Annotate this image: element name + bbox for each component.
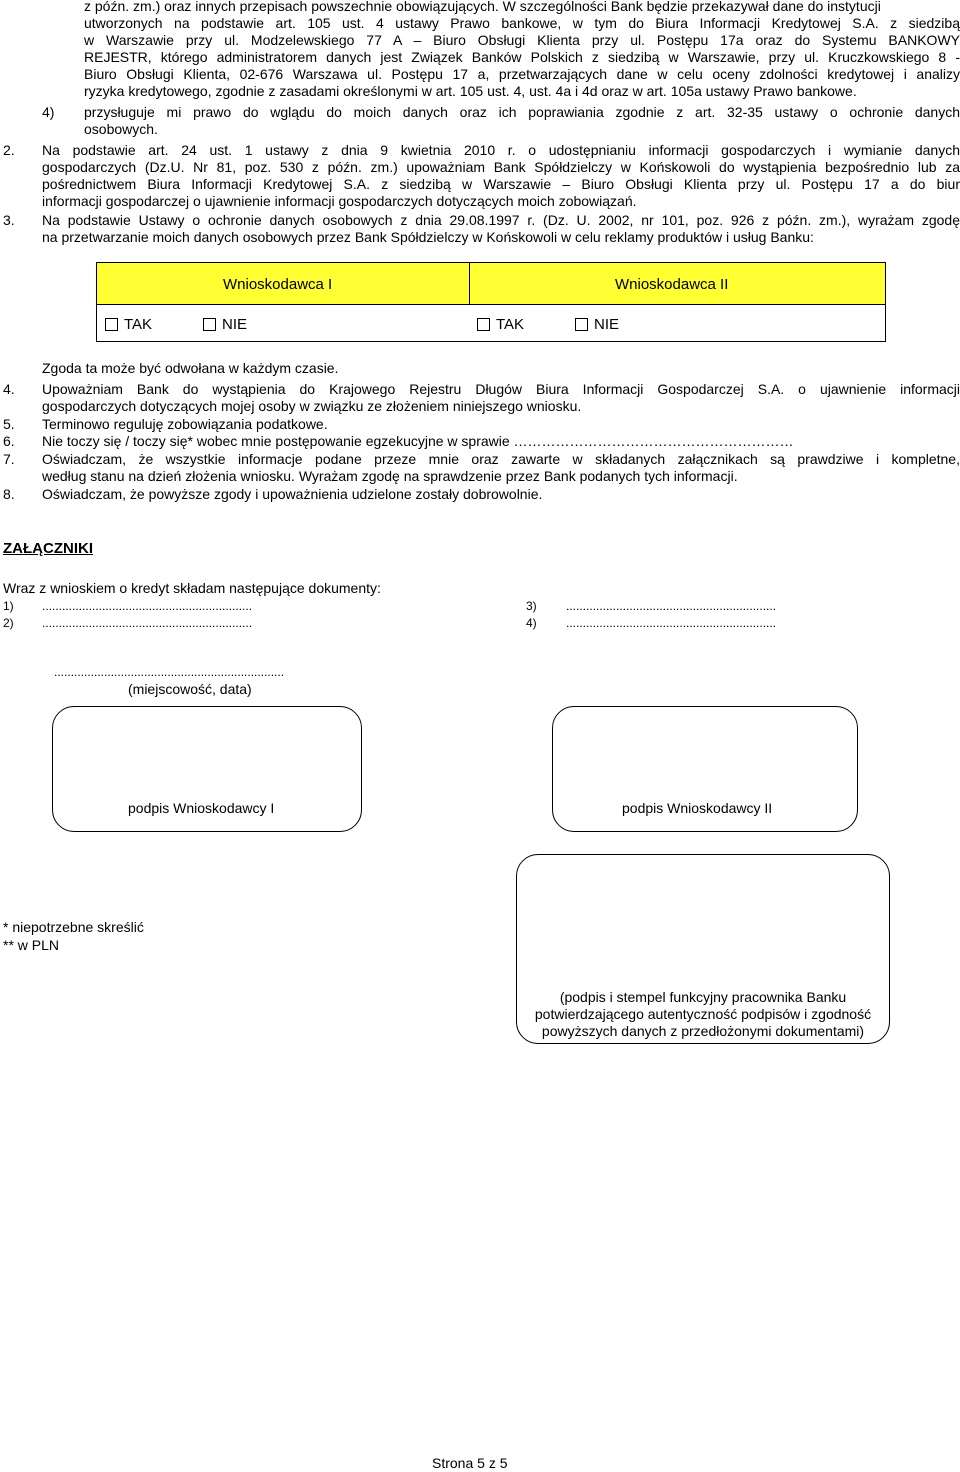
text-line: ryzyka kredytowego, zgodnie z zasadami określonymi w art. 105 ust. 4, ust. 4a i 4d oraz w art. 105a ustawy Prawo bankowe. — [84, 83, 857, 99]
applicant-1-header: Wnioskodawca I — [223, 276, 333, 293]
place-date-field[interactable]: ..................................................................... — [54, 665, 285, 679]
attachment-number: 4) — [526, 616, 537, 630]
applicant-2-header: Wnioskodawca II — [615, 276, 729, 293]
item-number: 2. — [3, 142, 15, 158]
text-line: według stanu na dzień złożenia wniosku. Wyrażam zgodę na sprawdzenie przez Bank podanych tych informacji. — [42, 468, 738, 484]
text-line: pośrednictwem Biura Informacji Kredytowej S.A. z siedzibą w Warszawie – Biuro Obsługi Klienta przy ul. Postępu 17 a do biur — [42, 176, 960, 192]
caption-line: potwierdzającego autentyczność podpisów i zgodność — [534, 1006, 872, 1022]
attachment-1-field[interactable]: ............................................................... — [42, 599, 253, 613]
text-line: Oświadczam, że wszystkie informacje podane przeze mnie oraz zawarte w składanych załącznikach są prawdziwe i kompletne, — [42, 451, 960, 467]
footnote: * niepotrzebne skreślić — [3, 919, 144, 935]
text-line: Oświadczam, że powyższe zgody i upoważnienia udzielone zostały dobrowolnie. — [42, 486, 543, 502]
text-line: z późn. zm.) oraz innych przepisach powszechnie obowiązujących. W szczególności Bank będzie przekazywał dane do instytucji — [84, 0, 881, 14]
text-line: Na podstawie Ustawy o ochronie danych osobowych z dnia 29.08.1997 r. (Dz. U. 2002, nr 101, poz. 926 z późn. zm.), wyrażam zgodę — [42, 212, 960, 228]
yes-label: TAK — [496, 316, 525, 333]
item-number: 8. — [3, 486, 15, 502]
attachments-heading: ZAŁĄCZNIKI — [3, 540, 93, 557]
applicant-1-signature-label: podpis Wnioskodawcy I — [128, 800, 275, 816]
column-divider — [469, 263, 470, 304]
caption-line: (podpis i stempel funkcyjny pracownika Banku — [559, 989, 847, 1005]
text-line: na przetwarzanie moich danych osobowych przez Bank Spółdzielczy w Końskowoli w celu reklamy produktów i usług Banku: — [42, 229, 814, 245]
applicant-2-signature-label: podpis Wnioskodawcy II — [622, 800, 773, 816]
no-label: NIE — [222, 316, 248, 333]
text-line: gospodarczych dotyczących mojej osoby w związku ze złożeniem niniejszego wniosku. — [42, 398, 582, 414]
text-line: w Warszawie przy ul. Modzelewskiego 77 A – Biuro Obsługi Klienta przy ul. Postępu 17a oraz do Systemu BANKOWY — [84, 32, 960, 48]
text-line: gospodarczych (Dz.U. Nr 81, poz. 530 z późn. zm.) upoważniam Bank Spółdzielczy w Końskowoli do wystąpienia bezpośrednio lub za — [42, 159, 960, 175]
checkbox-icon[interactable] — [105, 318, 118, 331]
caption-line: powyższych danych z przedłożonymi dokumentami) — [541, 1023, 865, 1039]
text-line: Nie toczy się / toczy się* wobec mnie postępowanie egzekucyjne w sprawie …………………………………………………… — [42, 433, 794, 449]
item-number: 3. — [3, 212, 15, 228]
text-line: REJESTR, którego administratorem danych jest Związek Banków Polskich z siedzibą w Warszawie, przy ul. Kruczkowskiego 8 - — [84, 49, 960, 65]
attachment-number: 2) — [3, 616, 14, 630]
applicant-1-no-option[interactable] — [203, 316, 247, 333]
applicant-1-yes-option[interactable] — [105, 316, 152, 333]
text-line: informacji gospodarczej o ujawnienie informacji gospodarczych dotyczących moich zobowiązań. — [42, 193, 637, 209]
text-line: Na podstawie art. 24 ust. 1 ustawy z dnia 9 kwietnia 2010 r. o udostępnianiu informacji gospodarczych i wymianie danych — [42, 142, 960, 158]
bank-stamp-caption — [500, 989, 906, 1040]
item-number: 4. — [3, 381, 15, 397]
attachment-3-field[interactable]: ............................................................... — [566, 599, 777, 613]
consent-table — [96, 262, 886, 342]
applicant-2-no-option[interactable] — [575, 316, 619, 333]
no-label: NIE — [594, 316, 620, 333]
item-number: 4) — [42, 104, 55, 120]
yes-label: TAK — [124, 316, 153, 333]
attachment-number: 1) — [3, 599, 14, 613]
consent-table-header — [97, 263, 885, 305]
text-line: osobowych. — [84, 121, 158, 137]
text-line: utworzonych na podstawie art. 105 ust. 4 ustawy Prawo bankowe, w tym do Biura Informacji Kredytowej S.A. z siedzibą — [84, 15, 960, 31]
checkbox-icon[interactable] — [203, 318, 216, 331]
attachment-2-field[interactable]: ............................................................... — [42, 616, 253, 630]
checkbox-icon[interactable] — [575, 318, 588, 331]
text-line: Biuro Obsługi Klienta, 02-676 Warszawa ul. Postępu 17 a, przetwarzających dane w celu oceny zdolności kredytowej i analizy — [84, 66, 960, 82]
text-line: Upoważniam Bank do wystąpienia do Krajowego Rejestru Długów Biura Informacji Gospodarczej S.A. o ujawnienie informacji — [42, 381, 960, 397]
text-line: Terminowo reguluję zobowiązania podatkowe. — [42, 416, 328, 432]
place-date-label: (miejscowość, data) — [128, 681, 252, 697]
attachment-4-field[interactable]: ............................................................... — [566, 616, 777, 630]
page-number: Strona 5 z 5 — [432, 1455, 508, 1471]
attachments-intro: Wraz z wnioskiem o kredyt składam następujące dokumenty: — [3, 580, 381, 596]
item-number: 6. — [3, 433, 15, 449]
revocable-note: Zgoda ta może być odwołana w każdym czasie. — [42, 360, 339, 376]
item-number: 5. — [3, 416, 15, 432]
attachment-number: 3) — [526, 599, 537, 613]
checkbox-icon[interactable] — [477, 318, 490, 331]
text-line: przysługuje mi prawo do wglądu do moich danych oraz ich poprawiania zgodnie z art. 32-35 ustawy o ochronie danych — [84, 104, 960, 120]
footnote: ** w PLN — [3, 937, 60, 953]
applicant-2-yes-option[interactable] — [477, 316, 524, 333]
item-number: 7. — [3, 451, 15, 467]
